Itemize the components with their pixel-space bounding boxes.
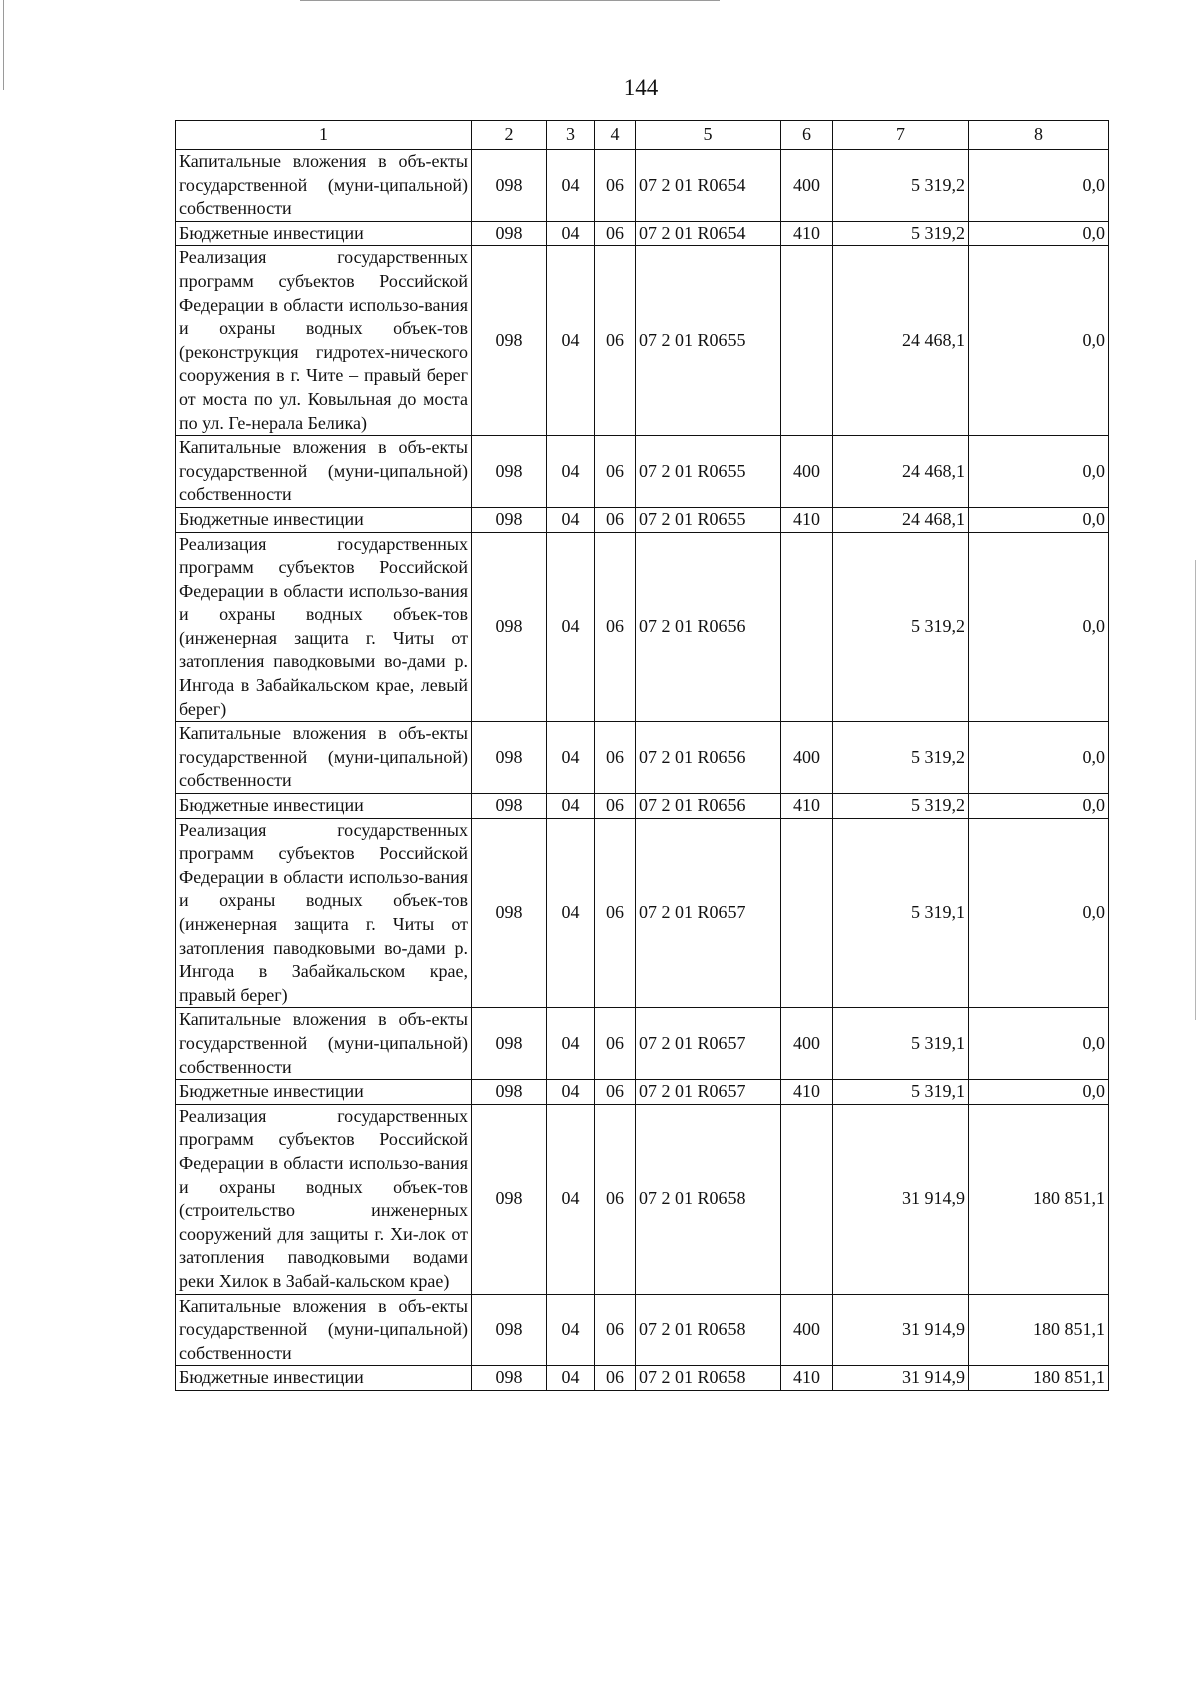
cell-target-article: 07 2 01 R0655 bbox=[636, 436, 781, 508]
table-row bbox=[176, 818, 1109, 1008]
cell-subsection: 06 bbox=[595, 722, 636, 794]
cell-expense-type: 400 bbox=[781, 150, 833, 222]
cell-ministry-code: 098 bbox=[472, 1080, 547, 1105]
cell-amount-year1: 5 319,1 bbox=[833, 1080, 969, 1105]
cell-subsection: 06 bbox=[595, 1008, 636, 1080]
cell-amount-year2: 0,0 bbox=[969, 436, 1109, 508]
cell-name: Капитальные вложения в объ-екты государственной (муни-ципальной) собственности bbox=[176, 1008, 472, 1080]
cell-section: 04 bbox=[547, 221, 595, 246]
cell-ministry-code: 098 bbox=[472, 221, 547, 246]
cell-section: 04 bbox=[547, 1294, 595, 1366]
cell-section: 04 bbox=[547, 1008, 595, 1080]
cell-name: Капитальные вложения в объ-екты государственной (муни-ципальной) собственности bbox=[176, 722, 472, 794]
cell-ministry-code: 098 bbox=[472, 818, 547, 1008]
scan-border-top bbox=[300, 0, 720, 1]
table-row bbox=[176, 246, 1109, 436]
table-row bbox=[176, 507, 1109, 532]
column-header-6: 6 bbox=[781, 121, 833, 150]
cell-expense-type: 410 bbox=[781, 221, 833, 246]
table-row bbox=[176, 1080, 1109, 1105]
cell-name: Бюджетные инвестиции bbox=[176, 1366, 472, 1391]
cell-amount-year2: 0,0 bbox=[969, 1080, 1109, 1105]
cell-subsection: 06 bbox=[595, 436, 636, 508]
cell-amount-year1: 31 914,9 bbox=[833, 1294, 969, 1366]
cell-target-article: 07 2 01 R0657 bbox=[636, 1080, 781, 1105]
cell-amount-year2: 0,0 bbox=[969, 1008, 1109, 1080]
cell-expense-type bbox=[781, 1104, 833, 1294]
cell-amount-year2: 0,0 bbox=[969, 221, 1109, 246]
column-header-1: 1 bbox=[176, 121, 472, 150]
cell-amount-year1: 24 468,1 bbox=[833, 507, 969, 532]
cell-subsection: 06 bbox=[595, 1080, 636, 1105]
cell-name: Реализация государственных программ субъектов Российской Федерации в области использо-вания и охраны водных объек-тов (инженерная защита г. Читы от затопления паводковыми во-дами р. Ингода в Забайкальском крае, левый берег) bbox=[176, 532, 472, 722]
column-header-2: 2 bbox=[472, 121, 547, 150]
cell-ministry-code: 098 bbox=[472, 436, 547, 508]
column-header-7: 7 bbox=[833, 121, 969, 150]
table-row bbox=[176, 1104, 1109, 1294]
cell-section: 04 bbox=[547, 150, 595, 222]
cell-ministry-code: 098 bbox=[472, 1008, 547, 1080]
cell-target-article: 07 2 01 R0656 bbox=[636, 722, 781, 794]
cell-subsection: 06 bbox=[595, 818, 636, 1008]
cell-name: Бюджетные инвестиции bbox=[176, 507, 472, 532]
column-header-5: 5 bbox=[636, 121, 781, 150]
cell-target-article: 07 2 01 R0656 bbox=[636, 794, 781, 819]
cell-expense-type: 410 bbox=[781, 1080, 833, 1105]
cell-ministry-code: 098 bbox=[472, 1366, 547, 1391]
table-row bbox=[176, 150, 1109, 222]
cell-expense-type: 400 bbox=[781, 722, 833, 794]
cell-subsection: 06 bbox=[595, 150, 636, 222]
cell-expense-type: 400 bbox=[781, 1294, 833, 1366]
cell-expense-type bbox=[781, 532, 833, 722]
cell-subsection: 06 bbox=[595, 532, 636, 722]
cell-target-article: 07 2 01 R0657 bbox=[636, 1008, 781, 1080]
cell-ministry-code: 098 bbox=[472, 1104, 547, 1294]
column-header-4: 4 bbox=[595, 121, 636, 150]
table-row bbox=[176, 1366, 1109, 1391]
cell-name: Реализация государственных программ субъектов Российской Федерации в области использо-вания и охраны водных объек-тов (инженерная защита г. Читы от затопления паводковыми во-дами р. Ингода в Забайкальском крае, правый берег) bbox=[176, 818, 472, 1008]
table-body bbox=[176, 150, 1109, 1391]
cell-section: 04 bbox=[547, 722, 595, 794]
cell-name: Капитальные вложения в объ-екты государственной (муни-ципальной) собственности bbox=[176, 1294, 472, 1366]
cell-name: Реализация государственных программ субъектов Российской Федерации в области использо-вания и охраны водных объек-тов (реконструкция гидротех-нического сооружения в г. Чите – правый берег от моста по ул. Ковыльная до моста по ул. Ге-нерала Белика) bbox=[176, 246, 472, 436]
scan-border-right bbox=[1195, 560, 1196, 1020]
column-header-8: 8 bbox=[969, 121, 1109, 150]
cell-section: 04 bbox=[547, 1366, 595, 1391]
cell-amount-year2: 180 851,1 bbox=[969, 1366, 1109, 1391]
header-row bbox=[176, 121, 1109, 150]
cell-subsection: 06 bbox=[595, 1366, 636, 1391]
cell-amount-year1: 5 319,2 bbox=[833, 150, 969, 222]
cell-amount-year1: 5 319,1 bbox=[833, 1008, 969, 1080]
cell-ministry-code: 098 bbox=[472, 794, 547, 819]
cell-subsection: 06 bbox=[595, 221, 636, 246]
budget-table bbox=[175, 120, 1109, 1391]
cell-section: 04 bbox=[547, 507, 595, 532]
cell-name: Капитальные вложения в объ-екты государственной (муни-ципальной) собственности bbox=[176, 436, 472, 508]
table-row bbox=[176, 1008, 1109, 1080]
cell-name: Реализация государственных программ субъектов Российской Федерации в области использо-вания и охраны водных объек-тов (строительство инженерных сооружений для защиты г. Хи-лок от затопления паводковыми водами реки Хилок в Забай-кальском крае) bbox=[176, 1104, 472, 1294]
table-row bbox=[176, 794, 1109, 819]
cell-name: Бюджетные инвестиции bbox=[176, 221, 472, 246]
cell-section: 04 bbox=[547, 532, 595, 722]
cell-amount-year1: 31 914,9 bbox=[833, 1366, 969, 1391]
cell-expense-type: 400 bbox=[781, 1008, 833, 1080]
cell-expense-type: 400 bbox=[781, 436, 833, 508]
cell-target-article: 07 2 01 R0656 bbox=[636, 532, 781, 722]
cell-expense-type: 410 bbox=[781, 507, 833, 532]
cell-amount-year1: 5 319,2 bbox=[833, 221, 969, 246]
cell-target-article: 07 2 01 R0654 bbox=[636, 150, 781, 222]
cell-amount-year1: 5 319,2 bbox=[833, 722, 969, 794]
cell-amount-year1: 31 914,9 bbox=[833, 1104, 969, 1294]
cell-amount-year1: 5 319,2 bbox=[833, 532, 969, 722]
cell-amount-year1: 24 468,1 bbox=[833, 246, 969, 436]
cell-ministry-code: 098 bbox=[472, 150, 547, 222]
cell-section: 04 bbox=[547, 1080, 595, 1105]
cell-ministry-code: 098 bbox=[472, 722, 547, 794]
cell-amount-year2: 0,0 bbox=[969, 794, 1109, 819]
cell-subsection: 06 bbox=[595, 794, 636, 819]
cell-target-article: 07 2 01 R0654 bbox=[636, 221, 781, 246]
cell-name: Капитальные вложения в объ-екты государственной (муни-ципальной) собственности bbox=[176, 150, 472, 222]
cell-target-article: 07 2 01 R0658 bbox=[636, 1104, 781, 1294]
cell-name: Бюджетные инвестиции bbox=[176, 1080, 472, 1105]
cell-amount-year1: 5 319,2 bbox=[833, 794, 969, 819]
cell-section: 04 bbox=[547, 436, 595, 508]
table-row bbox=[176, 436, 1109, 508]
cell-target-article: 07 2 01 R0657 bbox=[636, 818, 781, 1008]
cell-subsection: 06 bbox=[595, 507, 636, 532]
cell-amount-year1: 24 468,1 bbox=[833, 436, 969, 508]
cell-amount-year1: 5 319,1 bbox=[833, 818, 969, 1008]
cell-section: 04 bbox=[547, 818, 595, 1008]
page-number: 144 bbox=[623, 75, 659, 100]
table-row bbox=[176, 722, 1109, 794]
cell-section: 04 bbox=[547, 246, 595, 436]
cell-target-article: 07 2 01 R0655 bbox=[636, 507, 781, 532]
cell-amount-year2: 0,0 bbox=[969, 150, 1109, 222]
cell-expense-type bbox=[781, 818, 833, 1008]
cell-amount-year2: 0,0 bbox=[969, 246, 1109, 436]
cell-ministry-code: 098 bbox=[472, 507, 547, 532]
cell-section: 04 bbox=[547, 1104, 595, 1294]
table-row bbox=[176, 221, 1109, 246]
cell-subsection: 06 bbox=[595, 1294, 636, 1366]
cell-amount-year2: 0,0 bbox=[969, 532, 1109, 722]
cell-subsection: 06 bbox=[595, 1104, 636, 1294]
column-header-3: 3 bbox=[547, 121, 595, 150]
cell-amount-year2: 180 851,1 bbox=[969, 1294, 1109, 1366]
cell-amount-year2: 180 851,1 bbox=[969, 1104, 1109, 1294]
table-row bbox=[176, 532, 1109, 722]
cell-expense-type bbox=[781, 246, 833, 436]
cell-target-article: 07 2 01 R0655 bbox=[636, 246, 781, 436]
table-row bbox=[176, 1294, 1109, 1366]
cell-ministry-code: 098 bbox=[472, 532, 547, 722]
cell-name: Бюджетные инвестиции bbox=[176, 794, 472, 819]
cell-subsection: 06 bbox=[595, 246, 636, 436]
cell-amount-year2: 0,0 bbox=[969, 818, 1109, 1008]
cell-amount-year2: 0,0 bbox=[969, 722, 1109, 794]
cell-section: 04 bbox=[547, 794, 595, 819]
cell-target-article: 07 2 01 R0658 bbox=[636, 1294, 781, 1366]
cell-target-article: 07 2 01 R0658 bbox=[636, 1366, 781, 1391]
cell-expense-type: 410 bbox=[781, 1366, 833, 1391]
cell-ministry-code: 098 bbox=[472, 246, 547, 436]
cell-expense-type: 410 bbox=[781, 794, 833, 819]
cell-amount-year2: 0,0 bbox=[969, 507, 1109, 532]
cell-ministry-code: 098 bbox=[472, 1294, 547, 1366]
